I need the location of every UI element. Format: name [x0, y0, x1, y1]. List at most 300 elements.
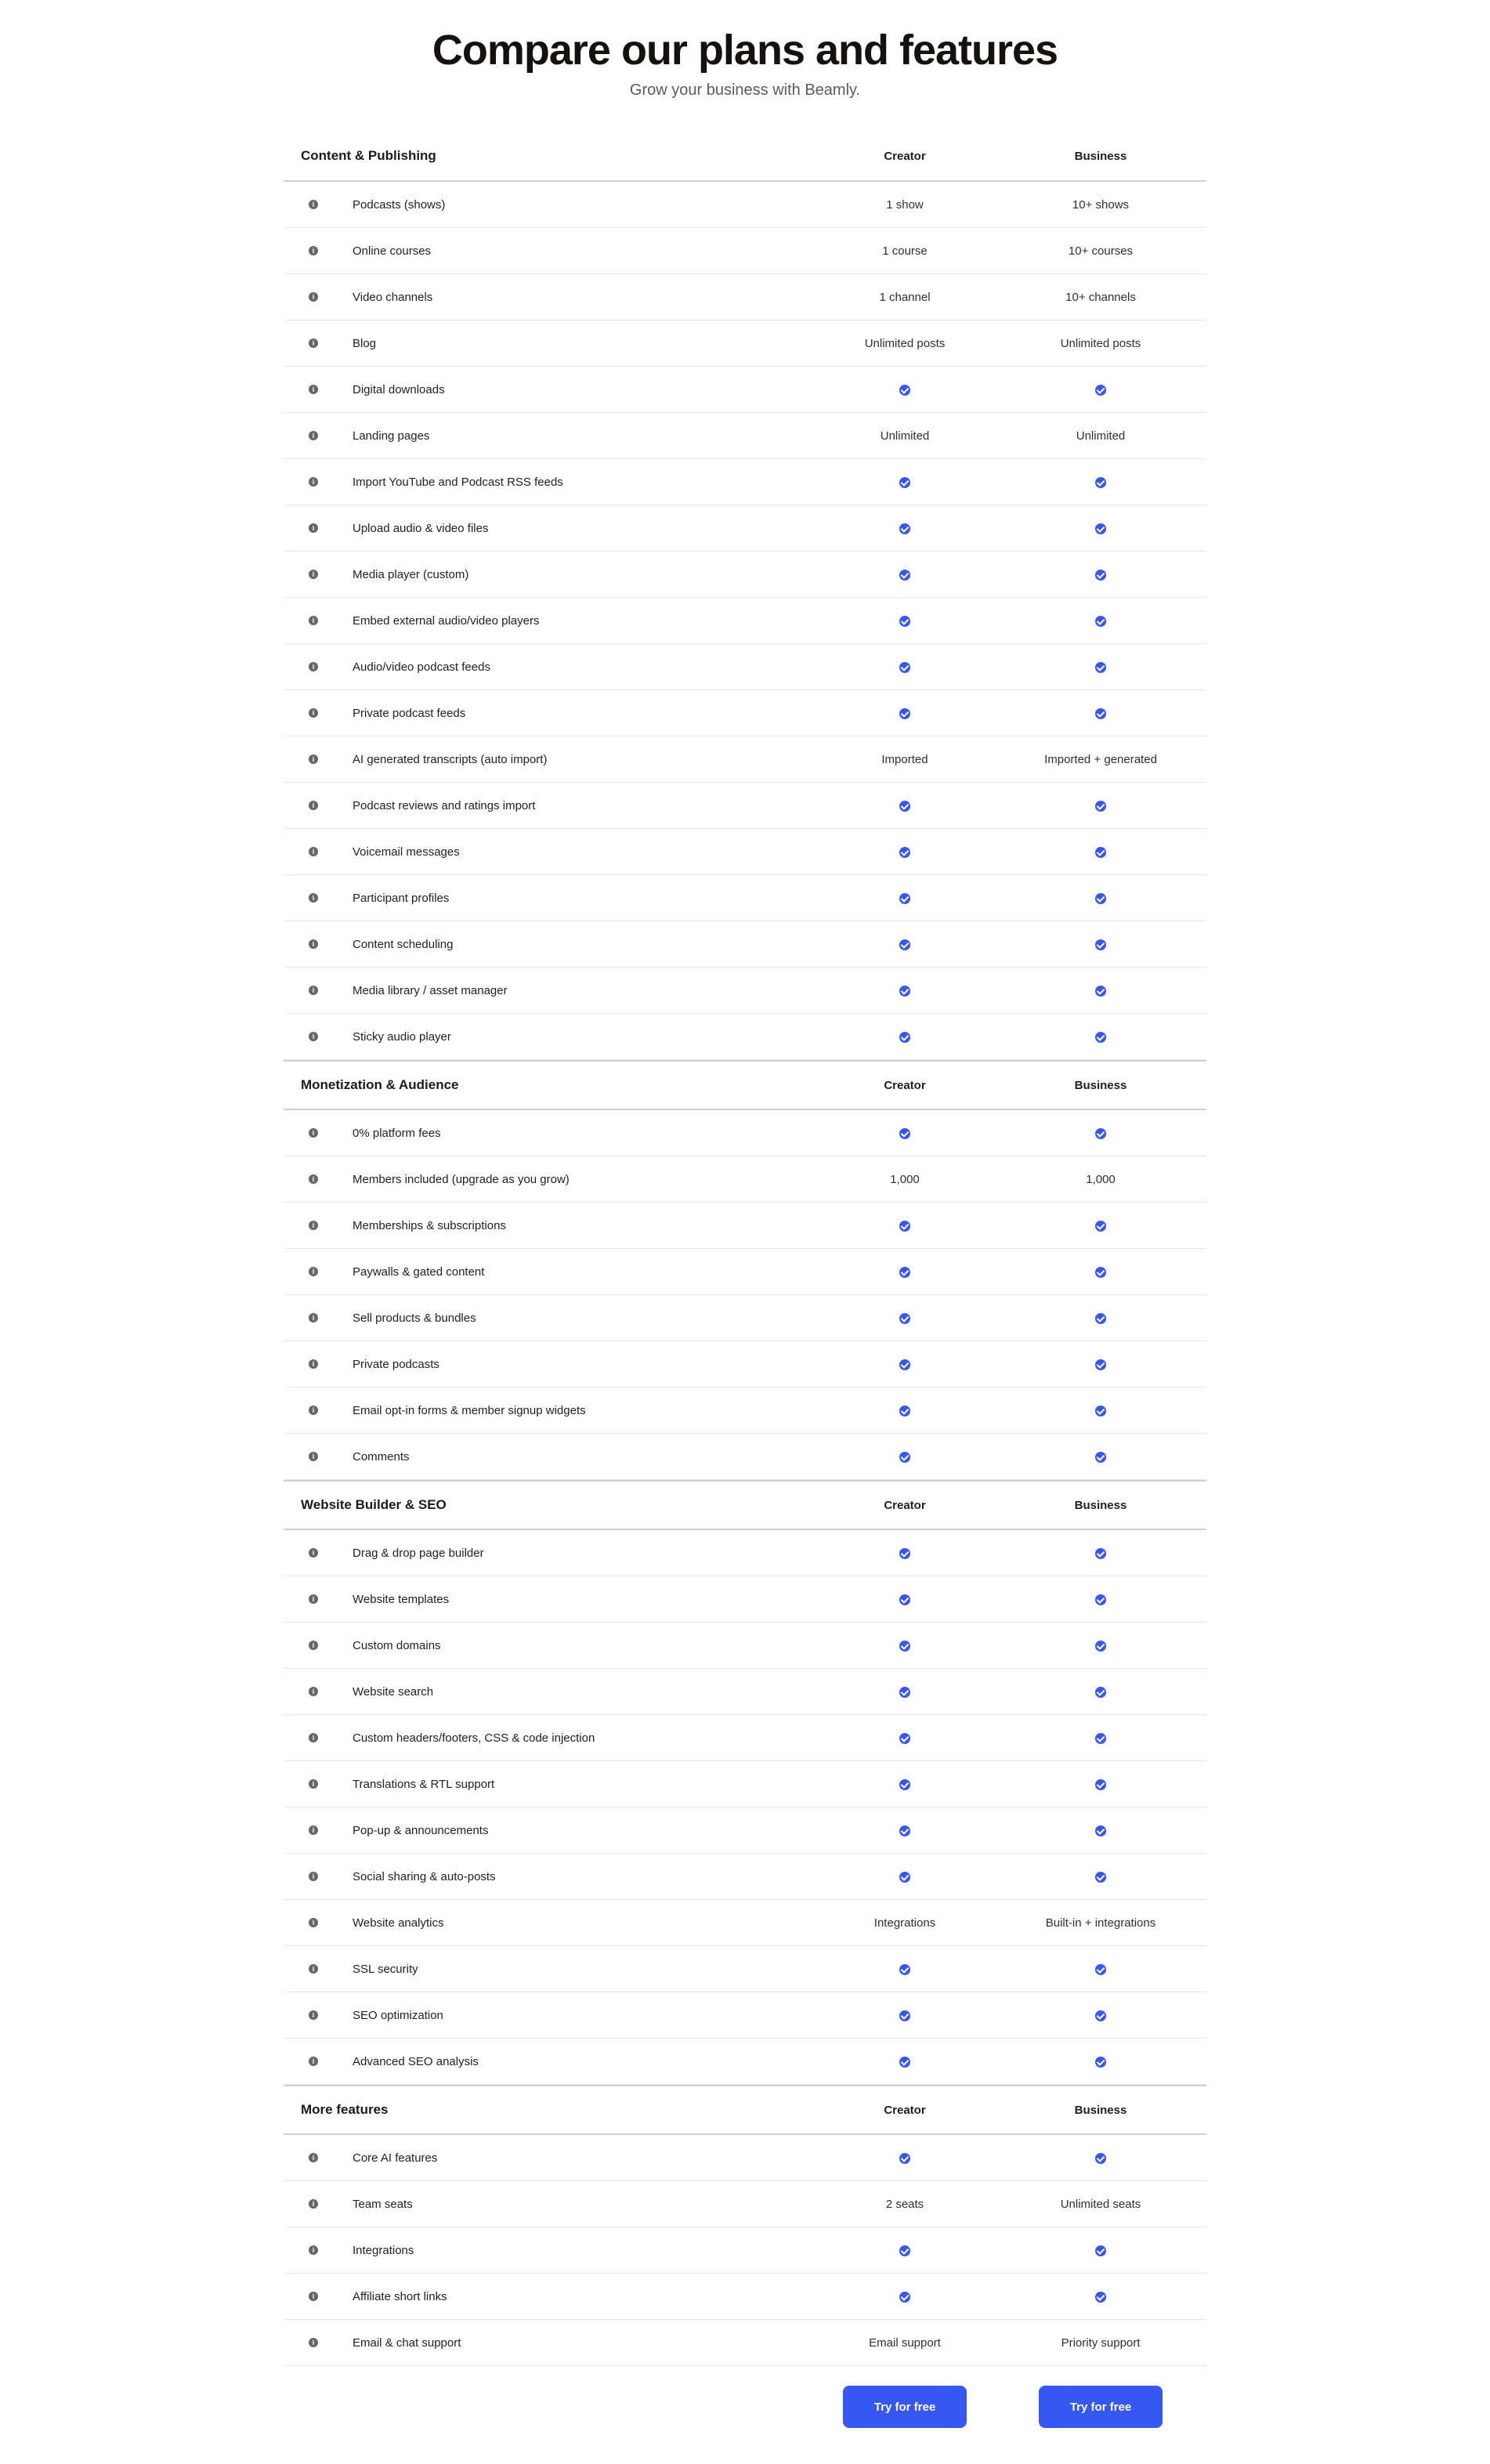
feature-name: Landing pages	[353, 429, 430, 443]
table-row	[284, 1341, 1206, 1388]
info-icon[interactable]: i	[309, 1964, 318, 1974]
business-value: Priority support	[1061, 2336, 1141, 2350]
creator-value	[793, 568, 1017, 581]
table-row	[284, 1388, 1206, 1434]
business-value: Unlimited seats	[1060, 2197, 1141, 2211]
business-value	[1017, 660, 1206, 674]
creator-value	[793, 1358, 1017, 1371]
feature-name: SEO optimization	[353, 2008, 443, 2022]
check-icon	[1095, 662, 1106, 673]
plan-comparison-table	[284, 132, 1206, 2448]
info-icon[interactable]: i	[309, 200, 318, 209]
creator-value	[793, 2055, 1017, 2068]
check-icon	[899, 847, 910, 858]
business-value	[1017, 2055, 1206, 2068]
feature-name: Digital downloads	[353, 382, 445, 396]
business-value	[1017, 892, 1206, 905]
feature-cell	[284, 1669, 793, 1714]
info-icon[interactable]: i	[309, 1733, 318, 1742]
feature-cell	[284, 1388, 793, 1433]
check-icon	[899, 2153, 910, 2164]
business-value	[1017, 1030, 1206, 1044]
creator-value	[793, 2009, 1017, 2022]
check-icon	[899, 570, 910, 581]
info-icon[interactable]: i	[309, 2245, 318, 2255]
check-icon	[1095, 1359, 1106, 1370]
feature-cell	[284, 459, 793, 505]
feature-name: Custom headers/footers, CSS & code injection	[353, 1731, 595, 1745]
feature-cell	[284, 1203, 793, 1248]
table-row	[284, 1530, 1206, 1576]
table-row	[284, 1110, 1206, 1156]
info-icon[interactable]: i	[309, 801, 318, 810]
creator-value	[793, 1219, 1017, 1232]
business-value	[1017, 1870, 1206, 1883]
creator-value: 1,000	[890, 1172, 920, 1186]
table-row	[284, 228, 1206, 274]
section-title: More features	[301, 2102, 389, 2117]
business-value	[1017, 799, 1206, 812]
check-icon	[899, 2057, 910, 2068]
check-icon	[899, 1594, 910, 1605]
table-row	[284, 413, 1206, 459]
feature-name: Embed external audio/video players	[353, 613, 540, 628]
feature-cell	[284, 1576, 793, 1622]
check-icon	[899, 2292, 910, 2303]
check-icon	[1095, 1594, 1106, 1605]
business-value	[1017, 1358, 1206, 1371]
info-icon[interactable]: i	[309, 1872, 318, 1881]
section-title: Content & Publishing	[301, 148, 436, 163]
table-row	[284, 921, 1206, 968]
info-icon[interactable]: i	[309, 2199, 318, 2209]
business-value	[1017, 476, 1206, 489]
check-icon	[899, 1733, 910, 1744]
info-icon[interactable]: i	[309, 1359, 318, 1369]
feature-name: Import YouTube and Podcast RSS feeds	[353, 475, 563, 489]
info-icon[interactable]: i	[309, 1825, 318, 1835]
feature-cell	[284, 1623, 793, 1668]
table-row	[284, 1623, 1206, 1669]
business-value	[1017, 2151, 1206, 2165]
check-icon	[899, 1452, 910, 1463]
feature-cell	[284, 921, 793, 967]
feature-cell	[284, 875, 793, 921]
feature-cell	[284, 1156, 793, 1202]
business-value	[1017, 1404, 1206, 1417]
table-row	[284, 1992, 1206, 2039]
creator-value	[793, 1685, 1017, 1699]
check-icon	[899, 1779, 910, 1790]
feature-cell	[284, 690, 793, 736]
table-row	[284, 505, 1206, 552]
creator-value	[793, 2290, 1017, 2303]
feature-cell	[284, 644, 793, 689]
business-value	[1017, 984, 1206, 997]
table-row	[284, 598, 1206, 644]
info-icon[interactable]: i	[309, 2153, 318, 2162]
info-icon[interactable]: i	[309, 939, 318, 949]
business-value: Imported + generated	[1044, 752, 1157, 766]
feature-cell	[284, 1341, 793, 1387]
creator-value	[793, 1963, 1017, 1976]
business-value	[1017, 1778, 1206, 1791]
feature-cell	[284, 1946, 793, 1992]
creator-value	[793, 476, 1017, 489]
feature-cell	[284, 2227, 793, 2273]
feature-name: Pop-up & announcements	[353, 1823, 489, 1837]
check-icon	[1095, 1452, 1106, 1463]
feature-name: Private podcast feeds	[353, 706, 466, 720]
check-icon	[899, 616, 910, 627]
check-icon	[899, 662, 910, 673]
table-row	[284, 2039, 1206, 2085]
feature-name: Video channels	[353, 290, 433, 304]
feature-cell	[284, 1249, 793, 1294]
business-value	[1017, 522, 1206, 535]
table-row	[284, 690, 1206, 736]
check-icon	[1095, 708, 1106, 719]
check-icon	[899, 2010, 910, 2021]
info-icon[interactable]: i	[309, 708, 318, 718]
page-title: Compare our plans and features	[432, 27, 1058, 74]
table-row	[284, 968, 1206, 1014]
check-icon	[1095, 847, 1106, 858]
check-icon	[899, 1406, 910, 1417]
business-value	[1017, 845, 1206, 859]
cta-row	[284, 2366, 1206, 2448]
table-row	[284, 1295, 1206, 1341]
creator-value	[793, 845, 1017, 859]
info-icon[interactable]: i	[309, 616, 318, 625]
hero-section	[0, 0, 1490, 132]
table-row	[284, 2274, 1206, 2320]
info-icon[interactable]: i	[309, 570, 318, 579]
feature-cell	[284, 182, 793, 227]
check-icon	[1095, 1128, 1106, 1139]
table-row	[284, 2227, 1206, 2274]
check-icon	[1095, 2057, 1106, 2068]
creator-value	[793, 1778, 1017, 1791]
creator-value	[793, 1824, 1017, 1837]
business-value: Unlimited posts	[1060, 336, 1141, 350]
check-icon	[1095, 2010, 1106, 2021]
creator-value	[793, 1030, 1017, 1044]
check-icon	[899, 1641, 910, 1652]
info-icon[interactable]: i	[309, 246, 318, 255]
business-value	[1017, 1450, 1206, 1464]
feature-name: Paywalls & gated content	[353, 1265, 485, 1279]
check-icon	[1095, 477, 1106, 488]
plan-column-creator: Creator	[884, 1498, 926, 1512]
feature-name: Blog	[353, 336, 377, 350]
info-icon[interactable]: i	[309, 1918, 318, 1927]
creator-value: Integrations	[873, 1916, 936, 1930]
check-icon	[899, 1032, 910, 1043]
feature-name: Website search	[353, 1684, 434, 1699]
creator-value	[793, 1593, 1017, 1606]
table-row	[284, 829, 1206, 875]
table-row	[284, 2135, 1206, 2181]
business-value	[1017, 383, 1206, 396]
creator-value	[793, 938, 1017, 951]
feature-name: Memberships & subscriptions	[353, 1218, 506, 1232]
info-icon[interactable]: i	[309, 1267, 318, 1276]
table-row	[284, 552, 1206, 598]
feature-name: Media player (custom)	[353, 567, 469, 581]
check-icon	[899, 1267, 910, 1278]
check-icon	[899, 893, 910, 904]
business-value	[1017, 1639, 1206, 1652]
table-row	[284, 2181, 1206, 2227]
info-icon[interactable]: i	[309, 2057, 318, 2066]
feature-cell	[284, 1715, 793, 1760]
business-value	[1017, 1312, 1206, 1325]
check-icon	[1095, 986, 1106, 997]
business-value	[1017, 1731, 1206, 1745]
info-icon[interactable]: i	[309, 893, 318, 903]
check-icon	[1095, 1267, 1106, 1278]
feature-name: Translations & RTL support	[353, 1777, 495, 1791]
business-value	[1017, 614, 1206, 628]
info-icon[interactable]: i	[309, 1779, 318, 1789]
business-value: 10+ channels	[1065, 290, 1136, 304]
creator-value	[793, 799, 1017, 812]
check-icon	[899, 523, 910, 534]
feature-name: Upload audio & video files	[353, 521, 489, 535]
feature-cell	[284, 552, 793, 597]
check-icon	[1095, 1548, 1106, 1559]
feature-cell	[284, 2181, 793, 2227]
creator-value	[793, 1127, 1017, 1140]
plan-column-creator: Creator	[884, 2103, 926, 2117]
table-row	[284, 1715, 1206, 1761]
info-icon[interactable]: i	[309, 2338, 318, 2347]
creator-try-for-free-button[interactable]: Try for free	[843, 2386, 967, 2428]
table-row	[284, 1156, 1206, 1203]
business-value	[1017, 2244, 1206, 2257]
creator-value	[793, 660, 1017, 674]
feature-name: Custom domains	[353, 1638, 441, 1652]
creator-value: Unlimited	[880, 429, 930, 443]
creator-value	[793, 383, 1017, 396]
plan-column-business: Business	[1074, 1078, 1127, 1092]
table-row	[284, 1576, 1206, 1623]
creator-value	[793, 1450, 1017, 1464]
table-row	[284, 1203, 1206, 1249]
feature-cell	[284, 783, 793, 828]
info-icon[interactable]: i	[309, 1594, 318, 1604]
info-icon[interactable]: i	[309, 847, 318, 856]
business-value	[1017, 1127, 1206, 1140]
table-row	[284, 1434, 1206, 1480]
table-row	[284, 274, 1206, 320]
table-row	[284, 1900, 1206, 1946]
check-icon	[1095, 1872, 1106, 1883]
check-icon	[1095, 1032, 1106, 1043]
business-value	[1017, 1265, 1206, 1279]
feature-cell	[284, 2039, 793, 2084]
check-icon	[1095, 1825, 1106, 1836]
business-value	[1017, 707, 1206, 720]
info-icon[interactable]: i	[309, 1641, 318, 1650]
feature-name: Social sharing & auto-posts	[353, 1869, 496, 1883]
creator-value	[793, 1265, 1017, 1279]
feature-cell	[284, 367, 793, 412]
check-icon	[1095, 1221, 1106, 1232]
feature-name: 0% platform fees	[353, 1126, 441, 1140]
feature-name: Voicemail messages	[353, 845, 460, 859]
check-icon	[1095, 570, 1106, 581]
check-icon	[899, 1825, 910, 1836]
feature-name: SSL security	[353, 1962, 418, 1976]
feature-name: Podcasts (shows)	[353, 197, 446, 212]
info-icon[interactable]: i	[309, 986, 318, 995]
section-title: Website Builder & SEO	[301, 1497, 447, 1512]
feature-name: Comments	[353, 1449, 410, 1464]
info-icon[interactable]: i	[309, 431, 318, 440]
feature-cell	[284, 413, 793, 458]
feature-cell	[284, 968, 793, 1013]
creator-value: 2 seats	[885, 2197, 924, 2211]
business-value	[1017, 568, 1206, 581]
check-icon	[899, 1872, 910, 1883]
info-icon[interactable]: i	[309, 1032, 318, 1041]
business-value	[1017, 938, 1206, 951]
feature-name: Website analytics	[353, 1916, 444, 1930]
creator-value: Imported	[881, 752, 928, 766]
info-icon[interactable]: i	[309, 1174, 318, 1184]
feature-name: Media library / asset manager	[353, 983, 508, 997]
table-row	[284, 875, 1206, 921]
creator-value	[793, 892, 1017, 905]
business-value: 10+ shows	[1072, 197, 1130, 212]
info-icon[interactable]: i	[309, 1221, 318, 1230]
business-value: 10+ courses	[1068, 244, 1134, 258]
check-icon	[1095, 385, 1106, 396]
info-icon[interactable]: i	[309, 1406, 318, 1415]
feature-cell	[284, 1807, 793, 1853]
check-icon	[1095, 939, 1106, 950]
feature-name: Team seats	[353, 2197, 413, 2211]
check-icon	[899, 1687, 910, 1698]
info-icon[interactable]: i	[309, 338, 318, 348]
feature-cell	[284, 1992, 793, 2038]
plan-column-business: Business	[1074, 149, 1127, 163]
business-value	[1017, 2290, 1206, 2303]
info-icon[interactable]: i	[309, 523, 318, 533]
table-row	[284, 1249, 1206, 1295]
check-icon	[899, 1964, 910, 1975]
table-row	[284, 1669, 1206, 1715]
info-icon[interactable]: i	[309, 2292, 318, 2301]
check-icon	[899, 1221, 910, 1232]
plan-column-business: Business	[1074, 2103, 1127, 2117]
info-icon[interactable]: i	[309, 1452, 318, 1461]
feature-cell	[284, 2320, 793, 2365]
table-row	[284, 736, 1206, 783]
check-icon	[1095, 1687, 1106, 1698]
feature-name: Sell products & bundles	[353, 1311, 476, 1325]
creator-value	[793, 707, 1017, 720]
feature-cell	[284, 1900, 793, 1945]
creator-value	[793, 2244, 1017, 2257]
business-value: 1,000	[1086, 1172, 1116, 1186]
business-value	[1017, 1685, 1206, 1699]
section-header	[284, 2085, 1206, 2135]
info-icon[interactable]: i	[309, 1128, 318, 1138]
check-icon	[899, 1128, 910, 1139]
feature-cell	[284, 736, 793, 782]
check-icon	[1095, 1733, 1106, 1744]
check-icon	[1095, 1641, 1106, 1652]
info-icon[interactable]: i	[309, 477, 318, 487]
feature-name: Members included (upgrade as you grow)	[353, 1172, 570, 1186]
creator-value	[793, 614, 1017, 628]
check-icon	[1095, 893, 1106, 904]
feature-name: Sticky audio player	[353, 1029, 451, 1044]
business-value: Unlimited	[1076, 429, 1126, 443]
feature-name: Drag & drop page builder	[353, 1546, 484, 1560]
creator-value	[793, 984, 1017, 997]
feature-cell	[284, 1295, 793, 1341]
check-icon	[1095, 1779, 1106, 1790]
info-icon[interactable]: i	[309, 1313, 318, 1322]
table-row	[284, 1014, 1206, 1060]
business-value	[1017, 1824, 1206, 1837]
check-icon	[899, 385, 910, 396]
business-value: Built-in + integrations	[1045, 1916, 1156, 1930]
creator-value: Email support	[869, 2336, 941, 2350]
creator-value: 1 course	[882, 244, 928, 258]
check-icon	[899, 2245, 910, 2256]
info-icon[interactable]: i	[309, 2010, 318, 2020]
table-row	[284, 459, 1206, 505]
plan-column-business: Business	[1074, 1498, 1127, 1512]
feature-cell	[284, 274, 793, 320]
table-row	[284, 1854, 1206, 1900]
check-icon	[899, 1548, 910, 1559]
feature-cell	[284, 2135, 793, 2180]
plan-column-creator: Creator	[884, 1078, 926, 1092]
info-icon[interactable]: i	[309, 292, 318, 302]
info-icon[interactable]: i	[309, 662, 318, 671]
section-header	[284, 132, 1206, 182]
feature-name: Private podcasts	[353, 1357, 439, 1371]
info-icon[interactable]: i	[309, 385, 318, 394]
check-icon	[1095, 801, 1106, 812]
feature-cell	[284, 505, 793, 551]
creator-value	[793, 1547, 1017, 1560]
feature-cell	[284, 320, 793, 366]
creator-value	[793, 2151, 1017, 2165]
info-icon[interactable]: i	[309, 1548, 318, 1558]
business-value	[1017, 1547, 1206, 1560]
feature-cell	[284, 1110, 793, 1156]
section-title: Monetization & Audience	[301, 1077, 459, 1092]
info-icon[interactable]: i	[309, 754, 318, 764]
creator-value	[793, 1731, 1017, 1745]
check-icon	[1095, 2245, 1106, 2256]
info-icon[interactable]: i	[309, 1687, 318, 1696]
section-header	[284, 1480, 1206, 1530]
feature-name: Audio/video podcast feeds	[353, 660, 490, 674]
page-subtitle: Grow your business with Beamly.	[629, 81, 861, 99]
creator-value: Unlimited posts	[864, 336, 946, 350]
business-try-for-free-button[interactable]: Try for free	[1039, 2386, 1163, 2428]
table-row	[284, 783, 1206, 829]
creator-value: 1 channel	[879, 290, 931, 304]
